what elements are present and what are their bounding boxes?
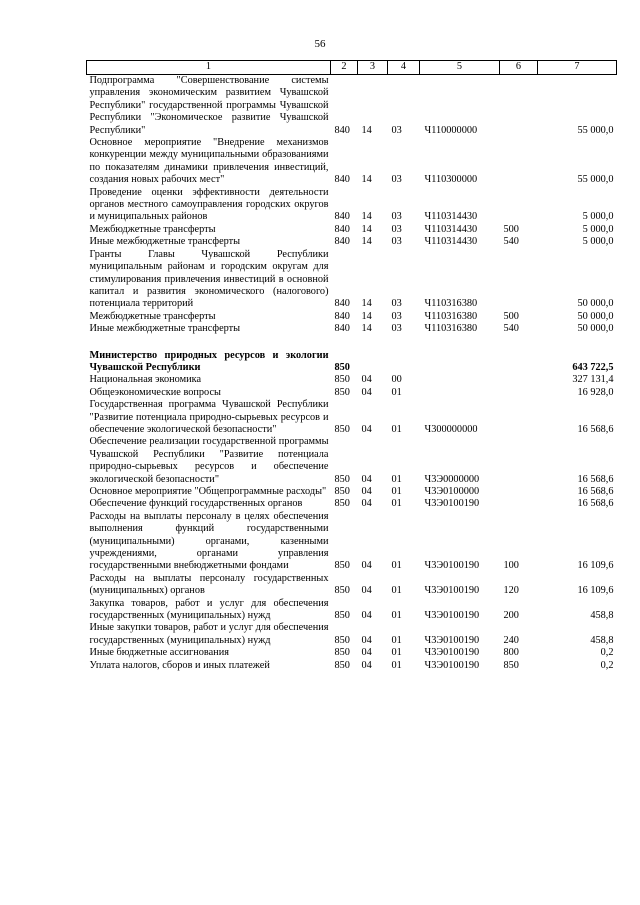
row-name: Обеспечение функций государственных органов bbox=[89, 498, 303, 510]
row-target-article: Ч110316380 bbox=[424, 323, 478, 335]
table-row bbox=[87, 598, 617, 623]
row-expense-type: 500 bbox=[503, 310, 519, 322]
row-expense-type: 850 bbox=[503, 659, 519, 671]
row-expense-type: 240 bbox=[503, 634, 519, 646]
row-ministry-code: 850 bbox=[334, 423, 350, 435]
row-name: Закупка товаров, работ и услуг для обеспечения государственных (муниципальных) нужд bbox=[89, 597, 329, 622]
row-name: Иные закупки товаров, работ и услуг для обеспечения государственных (муниципальных) нужд bbox=[89, 622, 329, 646]
row-target-article: Ч3Э0000000 bbox=[424, 473, 480, 485]
row-ministry-code: 840 bbox=[334, 211, 350, 223]
row-name: Основное мероприятие "Внедрение механизмов конкуренции между муниципальными образованиями по показателям динамики привлечения инвестиций, создания новых рабочих мест" bbox=[89, 137, 329, 186]
row-section bbox=[358, 350, 388, 375]
row-expense-type: 800 bbox=[503, 647, 519, 659]
row-name: Расходы на выплаты персоналу государственных (муниципальных) органов bbox=[89, 572, 329, 597]
row-name: Межбюджетные трансферты bbox=[89, 310, 216, 322]
table-row bbox=[87, 323, 617, 335]
row-amount: 327 131,4 bbox=[572, 374, 614, 386]
row-expense-type bbox=[500, 249, 538, 311]
row-section: 14 bbox=[361, 298, 372, 310]
row-target-article: Ч110000000 bbox=[424, 124, 478, 136]
row-ministry-code: 840 bbox=[334, 310, 350, 322]
table-row bbox=[87, 187, 617, 224]
row-name: Расходы на выплаты персоналу в целях обеспечения выполнения функций государственными (муниципальными) органами, казенными учреждениями, органами управления государственными внебюджетными фондами bbox=[89, 510, 329, 572]
table-header-row bbox=[87, 61, 617, 75]
header-col-4: 4 bbox=[388, 61, 420, 75]
row-expense-type bbox=[500, 137, 538, 187]
row-name: Иные бюджетные ассигнования bbox=[89, 647, 229, 659]
row-target-article: Ч3Э0100190 bbox=[424, 659, 480, 671]
row-amount: 16 568,6 bbox=[577, 423, 614, 435]
table-row bbox=[87, 399, 617, 436]
row-ministry-code: 850 bbox=[334, 585, 350, 597]
row-amount: 50 000,0 bbox=[577, 310, 614, 322]
row-name: Проведение оценки эффективности деятельности органов местного самоуправления городских округов и муниципальных районов bbox=[89, 186, 329, 223]
table-row bbox=[87, 647, 617, 659]
row-expense-type bbox=[500, 436, 538, 486]
row-ministry-code: 840 bbox=[334, 236, 350, 248]
row-subsection: 01 bbox=[391, 659, 402, 671]
row-subsection: 03 bbox=[391, 124, 402, 136]
row-section: 04 bbox=[361, 486, 372, 497]
row-target-article: Ч110316380 bbox=[424, 310, 478, 322]
row-amount: 643 722,5 bbox=[572, 361, 614, 373]
row-expense-type: 200 bbox=[503, 610, 519, 622]
row-target-article: Ч110314430 bbox=[424, 236, 478, 248]
row-ministry-code: 850 bbox=[334, 560, 350, 572]
row-target-article bbox=[420, 374, 500, 386]
table-row bbox=[87, 350, 617, 375]
row-amount: 458,8 bbox=[590, 610, 614, 622]
row-amount: 55 000,0 bbox=[577, 174, 614, 186]
budget-table bbox=[86, 60, 617, 672]
row-target-article: Ч3Э0100190 bbox=[424, 560, 480, 572]
row-ministry-code: 850 bbox=[334, 473, 350, 485]
row-expense-type: 540 bbox=[503, 236, 519, 248]
table-row bbox=[87, 498, 617, 510]
row-section: 04 bbox=[361, 647, 372, 659]
row-target-article: Ч110314430 bbox=[424, 211, 478, 223]
row-amount: 16 568,6 bbox=[577, 486, 614, 497]
row-target-article: Ч110316380 bbox=[424, 298, 478, 310]
row-amount: 5 000,0 bbox=[582, 211, 614, 223]
row-subsection: 01 bbox=[391, 386, 402, 398]
table-row bbox=[87, 436, 617, 486]
row-section: 14 bbox=[361, 223, 372, 235]
row-expense-type bbox=[500, 486, 538, 498]
row-section: 14 bbox=[361, 174, 372, 186]
header-col-5: 5 bbox=[420, 61, 500, 75]
header-col-2: 2 bbox=[331, 61, 358, 75]
row-target-article: Ч300000000 bbox=[424, 423, 478, 435]
row-name: Основное мероприятие "Общепрограммные расходы" bbox=[89, 486, 327, 497]
header-col-7: 7 bbox=[538, 61, 617, 75]
row-amount: 5 000,0 bbox=[582, 236, 614, 248]
row-name: Общеэкономические вопросы bbox=[89, 386, 221, 398]
row-section: 14 bbox=[361, 323, 372, 335]
spacer-cell bbox=[87, 336, 617, 350]
row-subsection: 01 bbox=[391, 634, 402, 646]
row-amount: 16 568,6 bbox=[577, 498, 614, 510]
page-number: 56 bbox=[314, 38, 326, 50]
row-target-article: Ч3Э0100190 bbox=[424, 647, 480, 659]
table-row bbox=[87, 249, 617, 311]
row-name: Иные межбюджетные трансферты bbox=[89, 236, 241, 248]
row-target-article: Ч3Э0100190 bbox=[424, 610, 480, 622]
row-subsection: 00 bbox=[391, 374, 402, 386]
table-row bbox=[87, 137, 617, 187]
row-amount: 55 000,0 bbox=[577, 124, 614, 136]
row-target-article bbox=[420, 350, 500, 375]
row-expense-type: 540 bbox=[503, 323, 519, 335]
row-name: Подпрограмма "Совершенствование системы управления экономическим развитием Чувашской Республики" государственной программы Чувашской Республики "Экономическое развитие Чувашской Республики" bbox=[89, 75, 329, 136]
row-name: Национальная экономика bbox=[89, 374, 202, 386]
row-ministry-code: 840 bbox=[334, 298, 350, 310]
row-expense-type: 500 bbox=[503, 223, 519, 235]
row-section: 04 bbox=[361, 610, 372, 622]
row-name: Гранты Главы Чувашской Республики муниципальным районам и городским округам для стимулирования привлечения инвестиций в основной капитал и развития экономического (налогового) потенциала территорий bbox=[89, 248, 329, 310]
row-expense-type bbox=[500, 75, 538, 138]
row-section: 04 bbox=[361, 634, 372, 646]
header-col-1: 1 bbox=[87, 61, 331, 75]
row-subsection: 03 bbox=[391, 223, 402, 235]
row-section: 14 bbox=[361, 236, 372, 248]
row-amount: 50 000,0 bbox=[577, 323, 614, 335]
row-ministry-code: 850 bbox=[334, 647, 350, 659]
header-col-6: 6 bbox=[500, 61, 538, 75]
row-section: 14 bbox=[361, 211, 372, 223]
row-section: 04 bbox=[361, 374, 372, 386]
row-ministry-code: 850 bbox=[334, 386, 350, 398]
row-name: Уплата налогов, сборов и иных платежей bbox=[89, 659, 270, 671]
row-ministry-code: 850 bbox=[334, 486, 350, 497]
row-section: 04 bbox=[361, 659, 372, 671]
row-section: 04 bbox=[361, 560, 372, 572]
row-amount: 16 568,6 bbox=[577, 473, 614, 485]
row-amount: 16 109,6 bbox=[577, 585, 614, 597]
row-expense-type: 100 bbox=[503, 560, 519, 572]
row-ministry-code: 840 bbox=[334, 323, 350, 335]
row-amount: 50 000,0 bbox=[577, 298, 614, 310]
row-target-article: Ч3Э0100190 bbox=[424, 634, 480, 646]
row-expense-type bbox=[500, 374, 538, 386]
row-target-article: Ч110300000 bbox=[424, 174, 478, 186]
row-section: 04 bbox=[361, 473, 372, 485]
row-target-article: Ч110314430 bbox=[424, 223, 478, 235]
row-subsection: 01 bbox=[391, 585, 402, 597]
row-target-article: Ч3Э0100190 bbox=[424, 585, 480, 597]
row-amount: 16 109,6 bbox=[577, 560, 614, 572]
table-row bbox=[87, 374, 617, 386]
row-name: Министерство природных ресурсов и экологии Чувашской Республики bbox=[89, 349, 329, 373]
row-ministry-code: 850 bbox=[334, 374, 350, 386]
row-expense-type bbox=[500, 187, 538, 224]
row-subsection: 03 bbox=[391, 174, 402, 186]
row-section: 14 bbox=[361, 124, 372, 136]
row-subsection: 03 bbox=[391, 323, 402, 335]
row-name: Межбюджетные трансферты bbox=[89, 223, 216, 235]
row-section: 04 bbox=[361, 585, 372, 597]
table-row bbox=[87, 236, 617, 248]
row-section: 04 bbox=[361, 386, 372, 398]
row-target-article bbox=[420, 387, 500, 399]
row-ministry-code: 850 bbox=[334, 659, 350, 671]
row-expense-type bbox=[500, 387, 538, 399]
row-name: Государственная программа Чувашской Республики "Развитие потенциала природно-сырьевых ресурсов и обеспечение экологической безопасности" bbox=[89, 399, 329, 435]
row-ministry-code: 840 bbox=[334, 223, 350, 235]
row-amount: 0,2 bbox=[600, 659, 614, 671]
row-subsection: 01 bbox=[391, 498, 402, 510]
row-subsection: 01 bbox=[391, 560, 402, 572]
header-col-3: 3 bbox=[358, 61, 388, 75]
table-row bbox=[87, 75, 617, 138]
table-row bbox=[87, 511, 617, 573]
row-expense-type: 120 bbox=[503, 585, 519, 597]
row-ministry-code: 850 bbox=[334, 498, 350, 510]
table-row bbox=[87, 573, 617, 598]
row-target-article: Ч3Э0100000 bbox=[424, 486, 480, 497]
row-subsection: 03 bbox=[391, 211, 402, 223]
row-subsection: 01 bbox=[391, 423, 402, 435]
row-subsection: 01 bbox=[391, 610, 402, 622]
row-ministry-code: 850 bbox=[334, 634, 350, 646]
table-row bbox=[87, 224, 617, 236]
row-expense-type bbox=[500, 498, 538, 510]
row-ministry-code: 850 bbox=[334, 361, 350, 373]
row-section: 04 bbox=[361, 498, 372, 510]
row-name: Иные межбюджетные трансферты bbox=[89, 323, 241, 335]
row-amount: 5 000,0 bbox=[582, 223, 614, 235]
row-subsection: 03 bbox=[391, 298, 402, 310]
table-body bbox=[87, 75, 617, 673]
row-amount: 0,2 bbox=[600, 647, 614, 659]
row-subsection: 01 bbox=[391, 486, 402, 497]
spacer-row bbox=[87, 336, 617, 350]
row-section: 04 bbox=[361, 423, 372, 435]
table-row bbox=[87, 486, 617, 498]
row-expense-type bbox=[500, 350, 538, 375]
row-subsection: 01 bbox=[391, 647, 402, 659]
row-subsection: 03 bbox=[391, 310, 402, 322]
row-ministry-code: 840 bbox=[334, 174, 350, 186]
row-subsection bbox=[388, 350, 420, 375]
table-row bbox=[87, 622, 617, 647]
row-ministry-code: 850 bbox=[334, 610, 350, 622]
row-name: Обеспечение реализации государственной программы Чувашской Республики "Развитие потенциала природно-сырьевых ресурсов и обеспечение экологической безопасности" bbox=[89, 436, 329, 485]
row-amount: 16 928,0 bbox=[577, 386, 614, 398]
table-row bbox=[87, 311, 617, 323]
row-subsection: 03 bbox=[391, 236, 402, 248]
row-section: 14 bbox=[361, 310, 372, 322]
row-ministry-code: 840 bbox=[334, 124, 350, 136]
row-amount: 458,8 bbox=[590, 634, 614, 646]
table-row bbox=[87, 387, 617, 399]
row-target-article: Ч3Э0100190 bbox=[424, 498, 480, 510]
row-expense-type bbox=[500, 399, 538, 436]
table-row bbox=[87, 660, 617, 672]
row-subsection: 01 bbox=[391, 473, 402, 485]
